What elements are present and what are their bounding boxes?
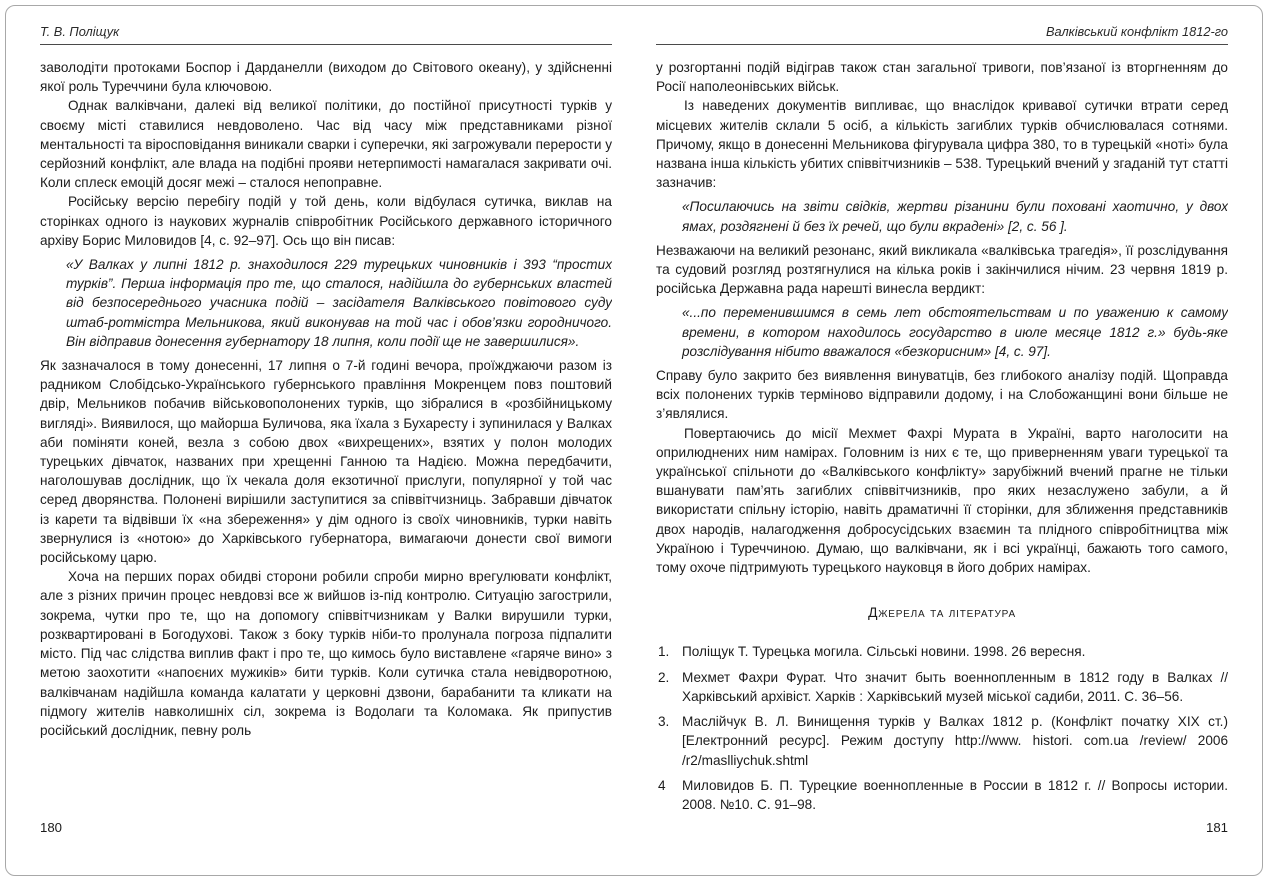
- reference-text: Поліщук Т. Турецька могила. Сільські новини. 1998. 26 вересня.: [682, 644, 1086, 660]
- references-heading: Джерела та література: [868, 605, 1016, 621]
- reference-item: [656, 642, 1228, 661]
- reference-text: Мехмет Фахри Фурат. Что значит быть военнопленным в 1812 году в Валках // Харківський архівіст. Харків : Харківський музей міської садиби, 2011. С. 36–56.: [682, 669, 1228, 704]
- paragraph: Хоча на перших порах обидві сторони робили спроби мирно врегулювати конфлікт, але з різних причин процес невдовзі все ж вийшов із-під контролю. Ситуацію загострили, зокрема, чутки про те, що на допомогу співвітчизникам у Валки вирушили турки, розквартировані в Богодухові. Також з боку турків ніби-то пролунала погроза підпалити місто. Під час слідства виплив факт і про те, що кимось було виставлене «гаряче вино» з метою заохотити «напоєних мужиків» бити турків. Коли сутичка стала невідворотною, валківчанам надійшла команда калатати у церковні дзвони, барабанити та кликати на підмогу жителів навколишніх сіл, зокрема із Водолаги та Коломака. Як припустив російський дослідник, певну роль: [40, 569, 612, 738]
- paragraph: Російську версію перебігу подій у той день, коли відбулася сутичка, виклав на сторінках одного із наукових журналів співробітник Російського державного історичного архіву Борис Миловидов [4, с. 92–97]. Ось що він писав:: [40, 194, 612, 248]
- paragraph: Повертаючись до місії Мехмет Фахрі Мурата в Україні, варто наголосити на оприлюднених ним намірах. Головним із них є те, що приверненням уваги турецької та української спільноти до «Валківського конфлікту» зарубіжний вчений прагне не тільки вшанувати пам’ять загиблих співвітчизників, про яких незаслужено забули, а й використати спільну історію, навіть драматичні її сторінки, для зближення представників двох народів, налагодження добросусідських взаємин та плідного співробітництва між Україною і Туреччиною. Думаю, що валківчани, як і всі українці, бажають того самого, тому охоче підтримують турецького науковця в його добрих намірах.: [656, 425, 1228, 576]
- paragraph: Справу було закрито без виявлення винуватців, без глибокого аналізу подій. Щоправда всіх полонених турків терміново відправили додому, і на Слобожанщині вони більше не з’являлися.: [656, 368, 1228, 422]
- reference-item: [656, 668, 1228, 706]
- reference-item: [656, 776, 1228, 814]
- page-number-left: 180: [40, 820, 63, 835]
- running-head-left: [40, 24, 612, 45]
- page-left-body: [40, 58, 612, 740]
- paragraph: Незважаючи на великий резонанс, який викликала «валківська трагедія», її розслідування та судовий розгляд розтягнулися на кілька років і закінчилися нічим. 23 червня 1819 р. російська Державна рада нарешті винесла вердикт:: [656, 242, 1228, 297]
- reference-text: Миловидов Б. П. Турецкие военнопленные в России в 1812 г. // Вопросы истории. 2008. №10. С. 91–98.: [682, 777, 1228, 812]
- running-head-title: Валківський конфлікт 1812-го: [1045, 24, 1228, 39]
- running-head-author: Т. В. Поліщук: [40, 24, 120, 39]
- reference-number: 3.: [658, 714, 670, 730]
- page-right: [656, 24, 1228, 835]
- paragraph: Однак валківчани, далекі від великої політики, до постійної присутності турків у своєму місті ставилися невдоволено. Час від часу між представниками різної ментальності та віросповідання виникали сварки і суперечки, які загрожували перерости у серйозний конфлікт, але влада на подібні прояви нетерпимості намагалася закривати очі. Коли сплеск емоцій досяг межі – сталося непоправне.: [40, 98, 612, 191]
- references-list: [656, 642, 1228, 814]
- blockquote: «...по переменившимся в семь лет обстоятельствам и по уважению к самому времени, в котором находилось государство в июле месяце 1812 г.» будь-яке розслідування нібито вважалося «безкорисним» [4, с. 97].: [682, 305, 1228, 359]
- reference-item: [656, 712, 1228, 770]
- running-head-right: [656, 24, 1228, 45]
- blockquote: «Посилаючись на звіти свідків, жертви різанини були поховані хаотично, у двох ямах, роздягнені й без їх речей, що були вкрадені» [2, с. 56 ].: [682, 199, 1228, 234]
- paragraph: заволодіти протоками Боспор і Дарданелли (виходом до Світового океану), у здійсненні якої роль Туреччини була ключовою.: [40, 60, 612, 95]
- paragraph: у розгортанні подій відіграв також стан загальної тривоги, пов’язаної із вторгненням до Росії наполеонівських військ.: [656, 60, 1228, 95]
- book-spread: [5, 5, 1263, 876]
- reference-number: 4: [658, 777, 666, 793]
- reference-number: 1.: [658, 644, 670, 660]
- paragraph: Із наведених документів випливає, що внаслідок кривавої сутички втрати серед місцевих жителів склали 5 осіб, а кількість загиблих турків обчислювалася сотнями. Причому, якщо в донесенні Мельникова фігурувала цифра 380, то в турецькій «ноті» була названа інша кількість убитих співвітчизників – 538. Турецький вчений у згаданій тут статті зазначив:: [656, 98, 1228, 191]
- blockquote: «У Валках у липні 1812 р. знаходилося 229 турецьких чиновників і 393 “простих турків”. Перша інформація про те, що сталося, надійшла до губернських властей від безпосереднього учасника подій – засідателя Валківського повітового суду штаб-ротмістра Мельникова, який виконував на той час і обов’язки городничого. Він відправив донесення губернатору 18 липня, коли події ще не завершилися».: [66, 257, 612, 349]
- page-left: [40, 24, 612, 835]
- page-right-body: [656, 58, 1228, 814]
- reference-number: 2.: [658, 669, 670, 685]
- page-number-right: 181: [1205, 820, 1228, 835]
- reference-text: Маслійчук В. Л. Винищення турків у Валках 1812 р. (Конфлікт початку XIX ст.) [Електронний ресурс]. Режим доступу http://www. histori. com.ua /review/ 2006 /r2/maslliychuk.shtml: [682, 714, 1228, 768]
- paragraph: Як зазначалося в тому донесенні, 17 липня о 7-й годині вечора, проїжджаючи разом із радником Слобідсько-Українського губернського правління Мокренцем повз поштовий двір, Мельников побачив військовополонених турків, що зібралися в «розбійницькому вигляді». Виявилося, що майорша Буличова, яка їхала з Бухаресту і зупинилася у Валках аби поміняти коней, везла з собою двох «вихрещених», взятих у полон молодих турецьких дівчаток, названих при хрещенні Ганною та Надією. Можна передбачити, наголошував дослідник, що їх чекала доля екзотичної прислуги, популярної у той час серед дворянства. Полонені вирішили заступитися за співвітчизниць. Забравши дівчаток із карети та відвівши їх «на збереження» у дім одного із своїх чиновників, турки навіть звернулися із «нотою» до Харківського губернатора, вимагаючи донести свої вимоги російському царю.: [40, 358, 612, 566]
